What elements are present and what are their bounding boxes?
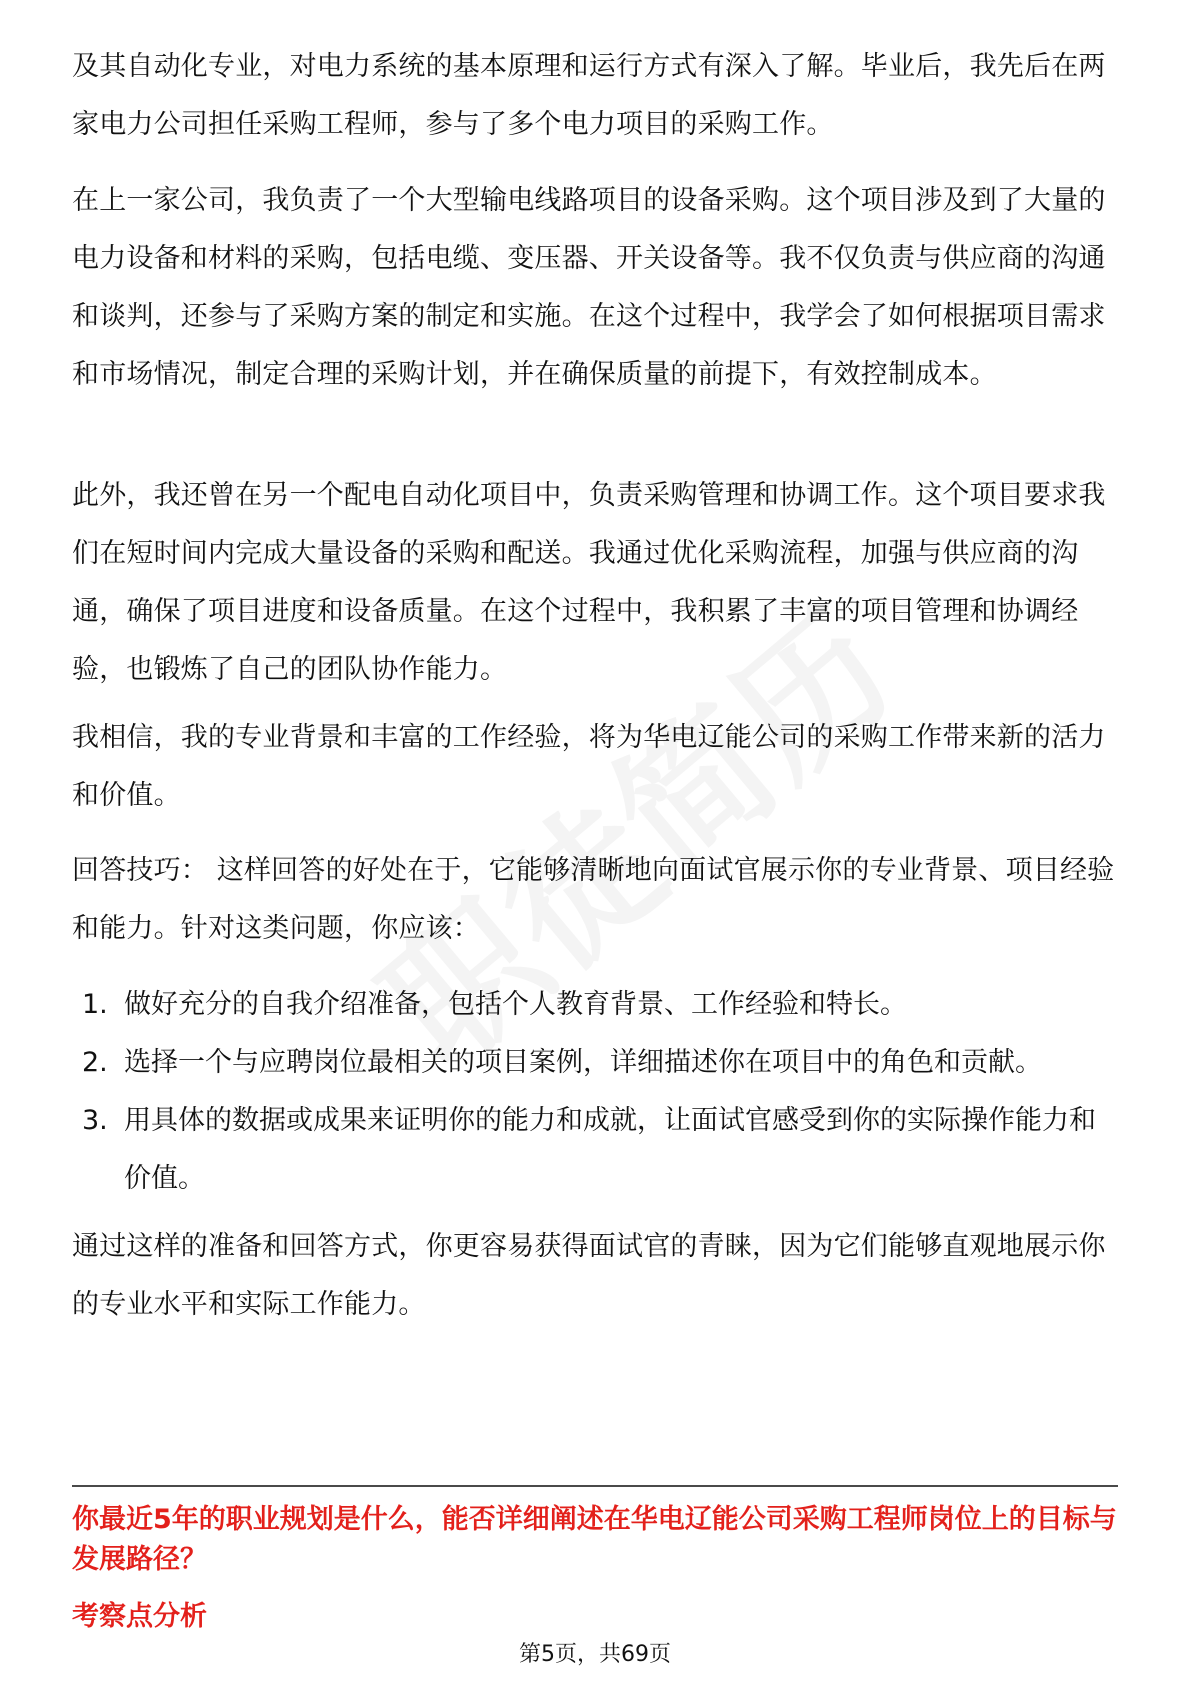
list-text: 做好充分的自我介绍准备，包括个人教育背景、工作经验和特长。 xyxy=(124,989,907,1020)
page-number-footer: 第5页，共69页 xyxy=(519,1642,671,1667)
list-text: 选择一个与应聘岗位最相关的项目案例，详细描述你在项目中的角色和贡献。 xyxy=(124,1047,1042,1078)
next-question-heading: 你最近5年的职业规划是什么，能否详细阐述在华电辽能公司采购工程师岗位上的目标与发展路径？ xyxy=(72,1504,1117,1575)
paragraph-background: 及其自动化专业，对电力系统的基本原理和运行方式有深入了解。毕业后，我先后在两家电力公司担任采购工程师，参与了多个电力项目的采购工作。 xyxy=(72,51,1106,140)
paragraph-summary: 通过这样的准备和回答方式，你更容易获得面试官的青睐，因为它们能够直观地展示你的专业水平和实际工作能力。 xyxy=(72,1231,1106,1320)
list-number: 3. xyxy=(82,1105,108,1136)
list-text: 用具体的数据或成果来证明你的能力和成就，让面试官感受到你的实际操作能力和价值。 xyxy=(124,1105,1096,1194)
list-item xyxy=(82,976,1118,1034)
list-item xyxy=(82,1092,1118,1208)
paragraph-transmission-project: 在上一家公司，我负责了一个大型输电线路项目的设备采购。这个项目涉及到了大量的电力设备和材料的采购，包括电缆、变压器、开关设备等。我不仅负责与供应商的沟通和谈判，还参与了采购方案的制定和实施。在这个过程中，我学会了如何根据项目需求和市场情况，制定合理的采购计划，并在确保质量的前提下，有效控制成本。 xyxy=(72,185,1106,390)
tips-list xyxy=(82,976,1118,1208)
paragraph-answer-tips: 回答技巧： 这样回答的好处在于，它能够清晰地向面试官展示你的专业背景、项目经验和能力。针对这类问题，你应该： xyxy=(72,855,1115,944)
section-divider xyxy=(72,1485,1118,1487)
analysis-heading: 考察点分析 xyxy=(72,1601,207,1632)
paragraph-conclusion: 我相信，我的专业背景和丰富的工作经验，将为华电辽能公司的采购工作带来新的活力和价值。 xyxy=(72,722,1106,811)
paragraph-distribution-project: 此外，我还曾在另一个配电自动化项目中，负责采购管理和协调工作。这个项目要求我们在短时间内完成大量设备的采购和配送。我通过优化采购流程，加强与供应商的沟通，确保了项目进度和设备质量。在这个过程中，我积累了丰富的项目管理和协调经验，也锻炼了自己的团队协作能力。 xyxy=(72,480,1106,685)
list-number: 2. xyxy=(82,1047,108,1078)
list-number: 1. xyxy=(82,989,108,1020)
list-item xyxy=(82,1034,1118,1092)
